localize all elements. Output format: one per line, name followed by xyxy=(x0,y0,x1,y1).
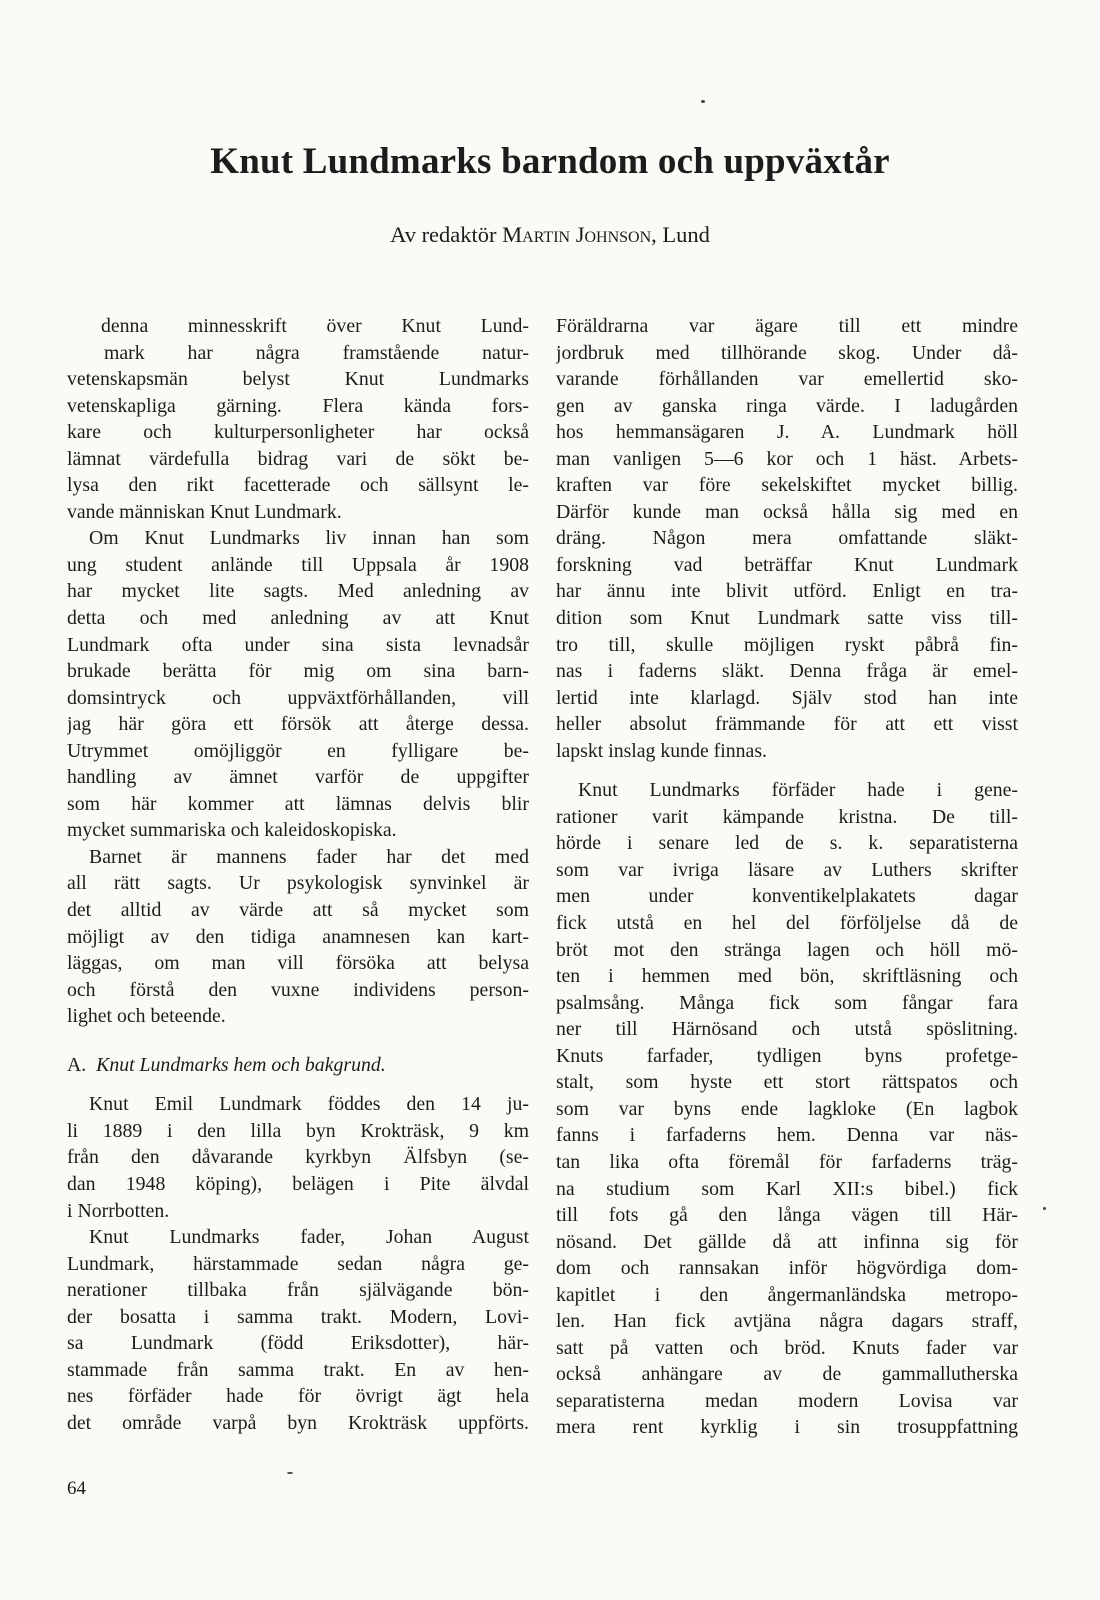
left-column-text-line: mycket summariska och kaleidoskopiska. xyxy=(67,819,397,842)
left-column-text-line: som här kommer att lämnas delvis blir xyxy=(67,792,529,815)
right-column-text-line: lapskt inslag kunde finnas. xyxy=(556,739,767,762)
left-column-text-line: det område varpå byn Krokträsk uppförts. xyxy=(67,1411,529,1434)
right-column-text-line: tro till, skulle möjligen ryskt påbrå fin- xyxy=(556,633,1018,656)
right-column-text-line: nas i faderns släkt. Denna fråga är emel- xyxy=(556,660,1018,683)
byline-place: , Lund xyxy=(651,222,710,247)
byline-prefix: Av redaktör xyxy=(390,222,497,247)
right-column-text-line: forskning vad beträffar Knut Lundmark xyxy=(556,553,1018,576)
left-column-text-line: Om Knut Lundmarks liv innan han som xyxy=(89,527,529,550)
right-column-text-line: som var ivriga läsare av Luthers skrifter xyxy=(556,858,1018,881)
left-column-text-line: Knut Emil Lundmark föddes den 14 ju- xyxy=(89,1093,529,1116)
left-column-text-line: ung student anlände till Uppsala år 1908 xyxy=(67,553,529,576)
left-column-text-line: denna minnesskrift över Knut Lund- xyxy=(101,315,529,337)
page-number: 64 xyxy=(67,1478,86,1499)
left-column-text-line: mark har några framstående natur- xyxy=(104,341,529,364)
right-column-text-line: dräng. Någon mera omfattande släkt- xyxy=(556,527,1018,550)
left-column-text-line: all rätt sagts. Ur psykologisk synvinkel är xyxy=(67,872,529,895)
right-column-text-line: dition som Knut Lundmark satte viss till- xyxy=(556,607,1018,630)
left-column-text-line: från den dåvarande kyrkbyn Älfsbyn (se- xyxy=(67,1146,529,1169)
left-column-text-line: brukade berätta för mig om sina barn- xyxy=(67,660,529,683)
paragraph-gap xyxy=(556,764,1018,777)
print-speck xyxy=(287,1472,293,1474)
right-column-text-line: ner till Härnösand och utstå spöslitning. xyxy=(556,1018,1018,1041)
right-column-text-line: också anhängare av de gammallutherska xyxy=(556,1363,1018,1386)
left-column-text-line: li 1889 i den lilla byn Krokträsk, 9 km xyxy=(67,1119,529,1142)
left-column-text-line: Barnet är mannens fader har det med xyxy=(89,845,529,868)
section-heading-text: Knut Lundmarks hem och bakgrund. xyxy=(96,1053,386,1076)
left-column-text-line: lighet och beteende. xyxy=(67,1005,226,1028)
right-column-text-line: bröt mot den stränga lagen och höll mö- xyxy=(556,938,1018,961)
right-column-text-line: na studium som Karl XII:s bibel.) fick xyxy=(556,1177,1018,1200)
left-column-text-line: detta och med anledning av att Knut xyxy=(67,607,529,630)
byline xyxy=(0,222,1100,248)
right-column-text-line: lertid inte klarlagd. Själv stod han inte xyxy=(556,686,1018,709)
right-column-text-line: som var byns ende lagkloke (En lagbok xyxy=(556,1097,1018,1120)
right-column-text-line: stalt, som hyste ett stort rättspatos och xyxy=(556,1071,1018,1094)
left-column-text-line: vetenskapsmän belyst Knut Lundmarks xyxy=(67,368,529,391)
left-column-text-line: nerationer tillbaka från självägande bön- xyxy=(67,1279,529,1302)
right-column-text-line: man vanligen 5—6 kor och 1 häst. Arbets- xyxy=(556,447,1018,470)
right-column-text-line: Knut Lundmarks förfäder hade i gene- xyxy=(578,779,1018,802)
left-column-text-line: det alltid av värde att så mycket som xyxy=(67,899,529,922)
paragraph-gap xyxy=(67,1030,529,1052)
right-column-text-line: gen av ganska ringa värde. I ladugården xyxy=(556,394,1018,417)
right-column-text-line: nösand. Det gällde då att infinna sig för xyxy=(556,1230,1018,1253)
right-column-text-line: kraften var före sekelskiftet mycket billig. xyxy=(556,474,1018,497)
right-column-text-line: ten i hemmen med bön, skriftläsning och xyxy=(556,965,1018,988)
left-column-text-line: läggas, om man vill försöka att belysa xyxy=(67,952,529,975)
left-column-text-line: nes förfäder hade för övrigt ägt hela xyxy=(67,1385,529,1408)
left-column-text-line: sa Lundmark (född Eriksdotter), här- xyxy=(67,1332,529,1355)
section-heading xyxy=(67,1052,529,1079)
right-column-text-line: hörde i senare led de s. k. separatisterna xyxy=(556,832,1018,855)
article-title: Knut Lundmarks barndom och uppväxtår xyxy=(210,141,890,182)
right-column-text-line: psalmsång. Många fick som fångar fara xyxy=(556,991,1018,1014)
left-column-text-line: Lundmark ofta under sina sista levnadsår xyxy=(67,633,529,656)
right-column-text-line: jordbruk med tillhörande skog. Under då- xyxy=(556,341,1018,364)
right-column-text-line: Knuts farfader, tydligen byns profetge- xyxy=(556,1044,1018,1067)
left-column-text-line: vetenskapliga gärning. Flera kända fors- xyxy=(67,394,529,417)
left-column-text-line: stammade från samma trakt. En av hen- xyxy=(67,1358,529,1381)
right-column-text-line: mera rent kyrklig i sin trosuppfattning xyxy=(556,1416,1018,1439)
right-column-text-line: Därför kunde man också hålla sig med en xyxy=(556,500,1018,523)
right-column-text-line: kapitlet i den ångermanländska metropo- xyxy=(556,1283,1018,1306)
left-column-text-line: i Norrbotten. xyxy=(67,1199,170,1222)
print-speck xyxy=(1043,1207,1046,1210)
right-column-text-line: fick utstå en hel del förföljelse då de xyxy=(556,912,1018,935)
right-column-text-line: rationer varit kämpande kristna. De till- xyxy=(556,805,1018,828)
paragraph-gap xyxy=(67,1078,529,1091)
left-column-text-line: har mycket lite sagts. Med anledning av xyxy=(67,580,529,603)
right-text-column xyxy=(556,313,1018,1441)
print-speck xyxy=(701,100,705,103)
left-column-text-line: Utrymmet omöjliggör en fylligare be- xyxy=(67,739,529,762)
section-heading-label: A. xyxy=(67,1053,87,1076)
right-column-text-line: dom och rannsakan inför högvördiga dom- xyxy=(556,1257,1018,1280)
left-column-text-line: lysa den rikt facetterade och sällsynt le- xyxy=(67,474,529,497)
left-column-text-line: Knut Lundmarks fader, Johan August xyxy=(89,1226,529,1249)
right-column-text-line: separatisterna medan modern Lovisa var xyxy=(556,1389,1018,1412)
right-column-text-line: till fots gå den långa vägen till Här- xyxy=(556,1204,1018,1227)
left-column-text-line: lämnat värdefulla bidrag vari de sökt be- xyxy=(67,447,529,470)
right-column-text-line: tan lika ofta föremål för farfaderns träg- xyxy=(556,1150,1018,1173)
right-column-text-line: varande förhållanden var emellertid sko- xyxy=(556,368,1018,391)
left-column-text-line: och förstå den vuxne individens person- xyxy=(67,978,529,1001)
left-column-text-line: vande människan Knut Lundmark. xyxy=(67,500,342,523)
right-column-text-line: har ännu inte blivit utförd. Enligt en tra- xyxy=(556,580,1018,603)
left-column-text-line: jag här göra ett försök att återge dessa. xyxy=(67,713,529,736)
left-column-text-line: möjligt av den tidiga anamnesen kan kart- xyxy=(67,925,529,948)
right-column-text-line: len. Han fick avtjäna några dagars straff, xyxy=(556,1310,1018,1333)
right-column-text-line: hos hemmansägaren J. A. Lundmark höll xyxy=(556,421,1018,444)
right-column-text-line: men under konventikelplakatets dagar xyxy=(556,885,1018,908)
left-column-text-line: kare och kulturpersonligheter har också xyxy=(67,421,529,444)
byline-author: Martin Johnson xyxy=(502,222,652,247)
right-column-text-line: heller absolut främmande för att ett visst xyxy=(556,713,1018,736)
left-column-text-line: dan 1948 köping), belägen i Pite älvdal xyxy=(67,1172,529,1195)
right-column-text-line: Föräldrarna var ägare till ett mindre xyxy=(556,315,1018,337)
left-text-column xyxy=(67,313,529,1436)
right-column-text-line: fanns i farfaderns hem. Denna var näs- xyxy=(556,1124,1018,1147)
left-column-text-line: handling av ämnet varför de uppgifter xyxy=(67,766,529,789)
left-column-text-line: der bosatta i samma trakt. Modern, Lovi- xyxy=(67,1305,529,1328)
left-column-text-line: Lundmark, härstammade sedan några ge- xyxy=(67,1252,529,1275)
left-column-text-line: domsintryck och uppväxtförhållanden, vill xyxy=(67,686,529,709)
right-column-text-line: satt på vatten och bröd. Knuts fader var xyxy=(556,1336,1018,1359)
